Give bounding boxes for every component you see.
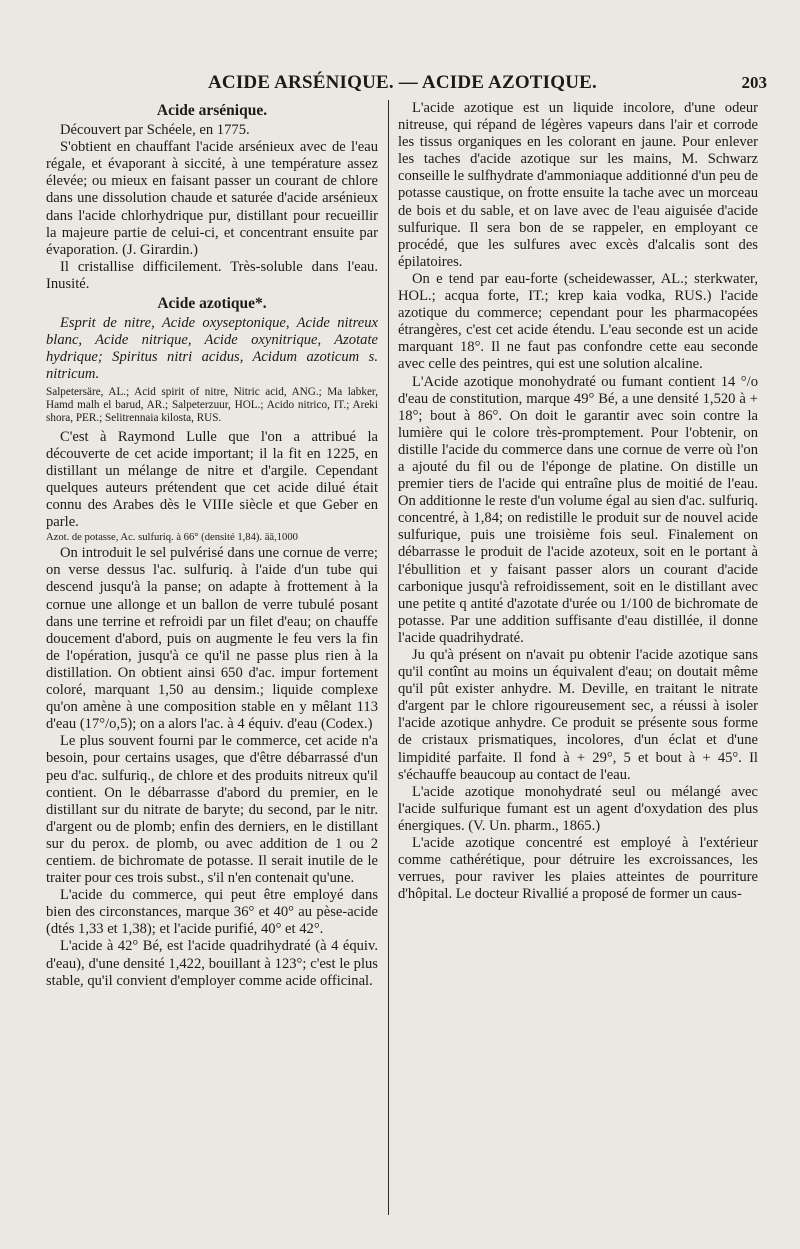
- paragraph: L'acide azotique concentré est employé à l'extérieur comme cathérétique, pour détruire les excroissances, les verrues, pour raviver les plaies atteintes de pourriture d'hôpital. Le docteur Rivallié a proposé de former un caus-: [398, 835, 758, 903]
- right-column: [398, 100, 758, 903]
- paragraph: L'acide du commerce, qui peut être employé dans bien des circonstances, marque 36° et 40° au pèse-acide (dtés 1,33 et 1,38); et l'acide purifié, 40° et 42°.: [46, 887, 378, 938]
- paragraph: Ju qu'à présent on n'avait pu obtenir l'acide azotique sans qu'il contînt au moins un équivalent d'eau; on doutait même qu'il pût exister anhydre. M. Deville, en traitant le nitrate d'argent par le chlore rigoureusement sec, a réussi à isoler l'acide azotique anhydre. Ce produit se présente sous forme de cristaux prismatiques, incolores, d'un éclat et d'une limpidité parfaite. Il fond à + 29°, 5 et bout à + 45°. Il s'échauffe beaucoup au contact de l'eau.: [398, 647, 758, 783]
- synonyms: Esprit de nitre, Acide oxyseptonique, Acide nitreux blanc, Acide nitrique, Acide oxynitrique, Azotate hydrique; Spiritus nitri acidus, Acidum azoticum s. nitricum.: [46, 315, 378, 383]
- paragraph: Découvert par Schéele, en 1775.: [60, 122, 250, 139]
- paragraph: On e tend par eau-forte (scheidewasser, AL.; sterkwater, HOL.; acqua forte, IT.; krep kaia vodka, RUS.) l'acide azotique du commerce; cependant pour les pharmacopées étrangères, c'est cet acide étendu. L'eau seconde est un acide marquant 18°. Il ne faut pas confondre cette eau seconde avec celle des peintres, qui est une solution alcaline.: [398, 270, 758, 373]
- paragraph: L'acide azotique est un liquide incolore, d'une odeur nitreuse, qui répand de légères vapeurs dans l'air et corrode les tissus organiques en les colorant en jaune. Pour enlever les taches d'acide azotique sur les mains, M. Schwarz conseille le sulfhydrate d'ammoniaque additionné d'un peu de potasse caustique, on frotte ensuite la tache avec un morceau de bois et du sable, et on lave avec de l'eau aiguisée d'acide sulfurique. Il sera bon de se rappeler, en employant ce procédé, que les sulfures avec excès d'alcalis sont des épilatoires.: [398, 100, 758, 270]
- paragraph: S'obtient en chauffant l'acide arsénieux avec de l'eau régale, et évaporant à siccité, à une température assez élevée; ou mieux en faisant passer un courant de chlore dans une dissolution chaude et saturée d'acide arsénieux dans l'acide chlorhydrique pur, distillant pour recueillir la majeure partie de celui-ci, et concentrant ensuite par évaporation. (J. Girardin.): [46, 139, 378, 258]
- running-head: [0, 72, 800, 96]
- left-column: [46, 100, 378, 990]
- heading-acide-arsenique: Acide arsénique.: [156, 102, 268, 119]
- formula: Azot. de potasse, Ac. sulfuriq. à 66° (densité 1,84). āā,1000: [46, 532, 298, 544]
- paragraph: L'Acide azotique monohydraté ou fumant contient 14 °/o d'eau de constitution, marque 49° Bé, a une densité 1,520 à + 18°; bout à 86°. On doit le garantir avec soin contre la lumière qui le colore très-promptement. Pour l'obtenir, on distille l'acide du commerce dans une cornue de verre où l'on a ajouté du fil ou de l'éponge de platine. On distille un premier tiers de l'acide qui entraîne plus de moitié de l'eau. On additionne le reste d'un volume égal au sien d'ac. sulfuriq. concentré, à 1,84; on redistille le produit sur de nouvel acide sulfurique, puis une troisième fois seul. Finalement on débarrasse le produit de l'acide azoteux, soit en le portant à l'ébullition et y faisant passer alors un courant d'acide carbonique jusqu'à refroidissement, soit en le distillant avec une petite q antité d'azotate d'urée ou 1/100 de bichromate de potasse. Par une addition suffisante d'eau distillée, il donne l'acide quadrihydraté.: [398, 373, 758, 646]
- paragraph: Il cristallise difficilement. Très-soluble dans l'eau. Inusité.: [46, 258, 378, 292]
- page-number: 203: [741, 73, 767, 92]
- foreign-names: Salpetersäre, AL.; Acid spirit of nitre, Nitric acid, ANG.; Ma labker, Hamd malh el barud, AR.; Salpeterzuur, HOL.; Acido nitrico, IT.; Areki shora, PER.; Selitrennaia kilosta, RUS.: [46, 385, 378, 425]
- paragraph: L'acide azotique monohydraté seul ou mélangé avec l'acide sulfurique fumant est un agent d'oxydation des plus énergiques. (V. Un. pharm., 1865.): [398, 783, 758, 834]
- paragraph: L'acide à 42° Bé, est l'acide quadrihydraté (à 4 équiv. d'eau), d'une densité 1,422, bouillant à 123°; c'est le plus stable, qu'il convient d'employer comme acide officinal.: [46, 938, 378, 989]
- column-divider: [388, 100, 389, 1215]
- running-head-title: ACIDE ARSÉNIQUE. — ACIDE AZOTIQUE.: [208, 72, 597, 93]
- paragraph: Le plus souvent fourni par le commerce, cet acide n'a besoin, pour certains usages, que d'être débarrassé d'un peu d'ac. sulfuriq., de chlore et des produits nitreux qu'il contient. On le débarrasse d'abord du premier, en le distillant sur du nitrate de baryte; du second, par le nitr. d'argent ou de plomb; enfin des derniers, en le distillant sur du perox. de plomb, ou avec addition de 1 ou 2 centiem. de bichromate de potasse. Il serait inutile de le traiter pour ces trois subst., s'il n'en contenait qu'une.: [46, 733, 378, 887]
- paragraph: On introduit le sel pulvérisé dans une cornue de verre; on verse dessus l'ac. sulfuriq. à l'aide d'un tube qui descend jusqu'à la panse; on adapte à frottement à la cornue une allonge et un ballon de verre tubulé posant dans une terrine et refroidi par un filet d'eau; on chauffe doucement d'abord, puis on augmente le feu vers la fin de l'opération, jusqu'à ce qu'il ne passe plus rien à la distillation. On obtient ainsi 650 d'ac. impur fortement coloré, marquant 1,50 au densim.; liquide complexe qu'on amène à une composition stable en y mêlant 113 d'eau (17°/o,5); on a alors l'ac. à 4 équiv. d'eau (Codex.): [46, 545, 378, 733]
- heading-acide-azotique: Acide azotique*.: [157, 295, 267, 313]
- paragraph: C'est à Raymond Lulle que l'on a attribué la découverte de cet acide important; il la fit en 1225, en distillant un mélange de nitre et d'argile. Cependant quelques auteurs prétendent que cet acide dilué était connu des Arabes dès le VIIIe siècle et que Geber en parle.: [46, 428, 378, 531]
